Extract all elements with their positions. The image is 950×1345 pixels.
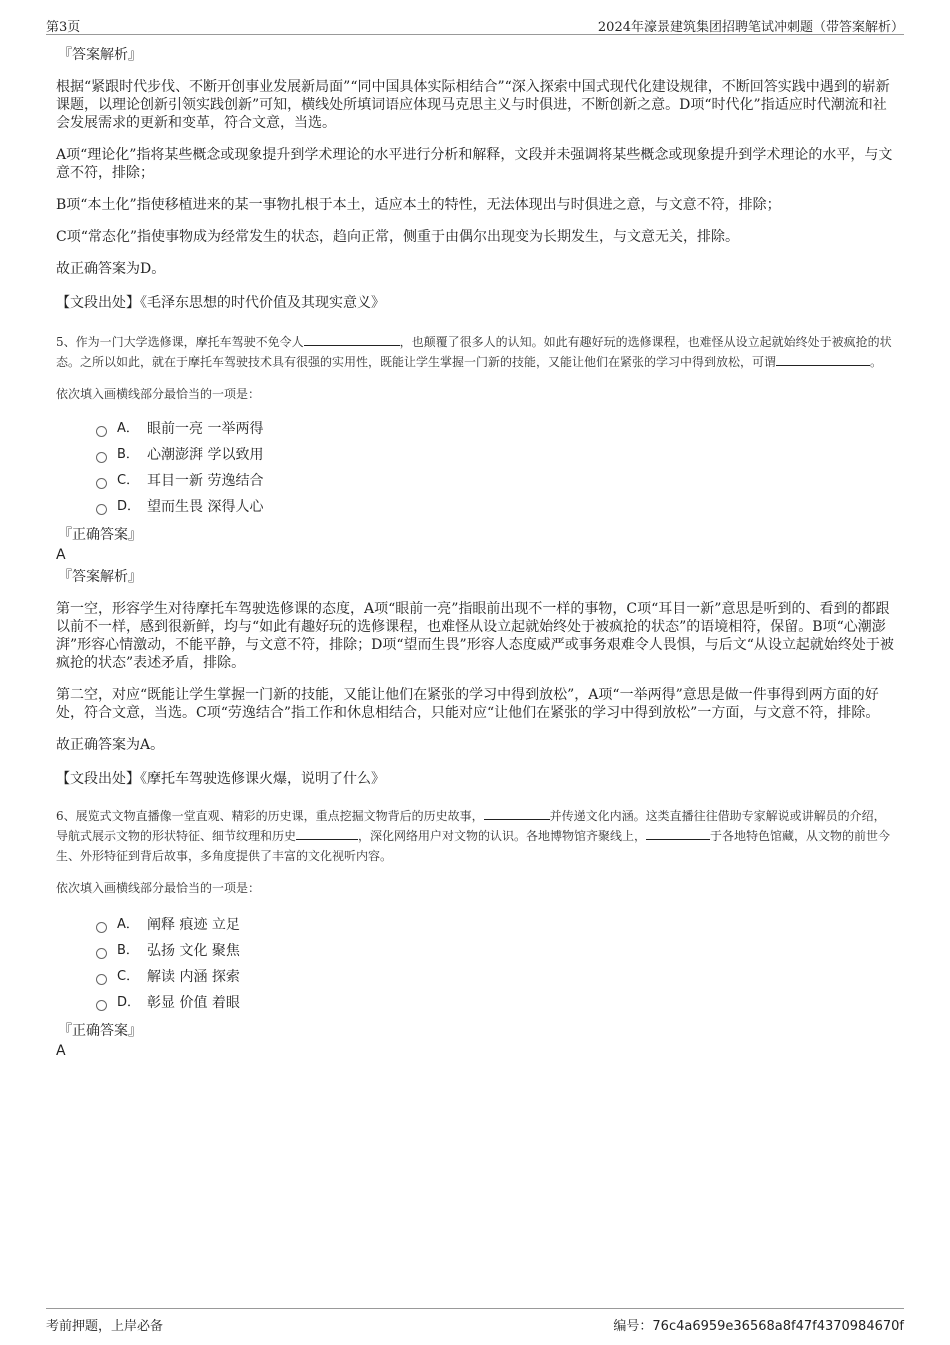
q5-blank-1 xyxy=(304,332,400,346)
q5-question-text: 5、作为一门大学选修课，摩托车驾驶不免令人 ，也颠覆了很多人的认知。如此有趣好玩的选修课程，也难怪从设立起就始终处于被疯抢的状态。之所以如此，就在于摩托车驾驶技术具有很强的实用性，既能让学生掌握一门新的技能，又能让他们在紧张的学习中得到放松，可谓 。 xyxy=(56,332,896,372)
q5-analysis-paragraph-2: 第二空，对应“既能让学生掌握一门新的技能，又能让他们在紧张的学习中得到放松”，A项“一举两得”意思是做一件事得到两方面的好处，符合文意，当选。C项“劳逸结合”指工作和休息相结合，只能对应“让他们在紧张的学习中得到放松”一方面，与文意不符，排除。 xyxy=(56,687,880,721)
q5-instruction: 依次填入画横线部分最恰当的一项是： xyxy=(56,387,261,401)
radio-icon[interactable] xyxy=(96,478,107,489)
q4-analysis-paragraph-1: 根据“紧跟时代步伐、不断开创事业发展新局面”“同中国具体实际相结合”“深入探索中国式现代化建设规律，不断回答实践中遇到的崭新课题，以理论创新引领实践创新”可知，横线处所填词语应体现马克思主义与时俱进，不断创新之意。D项“时代化”指适应时代潮流和社会发展需求的更新和变革，符合文意，当选。 xyxy=(56,79,890,131)
q6-blank-2 xyxy=(296,826,358,840)
q5-options xyxy=(96,416,896,520)
q5-option-b[interactable]: B． 心潮澎湃 学以致用 xyxy=(96,442,896,468)
q5-analysis-paragraph-1: 第一空，形容学生对待摩托车驾驶选修课的态度，A项“眼前一亮”指眼前出现不一样的事物，C项“耳目一新”意思是听到的、看到的都跟以前不一样，感到很新鲜，均与“如此有趣好玩的选修课程，也难怪从设立起就始终处于被疯抢的状态”的语境相符，保留。B项“心潮澎湃”形容心情激动，不能平静，与文意不符，排除；D项“望而生畏”形容人态度威严或事务艰难令人畏惧，与后文“从设立起就始终处于被疯抢的状态”表述矛盾，排除。 xyxy=(56,601,894,671)
q5-answer-value: A xyxy=(56,547,66,563)
radio-icon[interactable] xyxy=(96,504,107,515)
page-header xyxy=(46,14,904,35)
page-number: 第3页 xyxy=(46,20,81,35)
footer-serial xyxy=(613,1315,904,1334)
q6-blank-3 xyxy=(646,826,710,840)
q6-option-d[interactable]: D． 彰显 价值 着眼 xyxy=(96,990,896,1016)
q6-question-text: 6、展览式文物直播像一堂直观、精彩的历史课，重点挖掘文物背后的历史故事， 并传递文化内涵。这类直播往往借助专家解说或讲解员的介绍，导航式展示文物的形状特征、细节纹理和历史 ，深化网络用户对文物的认识。各地博物馆齐聚线上， 于各地特色馆藏，从文物的前世今生、外形特征到背后故事，多角度提供了丰富的文化视听内容。 xyxy=(56,806,896,866)
q5-blank-2 xyxy=(776,352,870,366)
q6-option-a[interactable]: A． 阐释 痕迹 立足 xyxy=(96,912,896,938)
q5-option-c[interactable]: C． 耳目一新 劳逸结合 xyxy=(96,468,896,494)
radio-icon[interactable] xyxy=(96,974,107,985)
q4-conclusion: 故正确答案为D。 xyxy=(56,261,166,277)
q6-options xyxy=(96,912,896,1016)
q6-answer-value: A xyxy=(56,1043,66,1059)
radio-icon[interactable] xyxy=(96,426,107,437)
q4-analysis-label: 『答案解析』 xyxy=(58,47,142,63)
radio-icon[interactable] xyxy=(96,922,107,933)
page-footer xyxy=(46,1308,904,1334)
q4-analysis-paragraph-2: A项“理论化”指将某些概念或现象提升到学术理论的水平进行分析和解释，文段并未强调将某些概念或现象提升到学术理论的水平，与文意不符，排除； xyxy=(56,147,893,181)
q5-source: 【文段出处】《摩托车驾驶选修课火爆，说明了什么》 xyxy=(56,771,385,787)
q6-blank-1 xyxy=(484,806,550,820)
page-content xyxy=(56,46,896,1060)
q6-option-c[interactable]: C． 解读 内涵 探索 xyxy=(96,964,896,990)
q5-answer-label: 『正确答案』 xyxy=(58,527,142,543)
radio-icon[interactable] xyxy=(96,948,107,959)
serial-number: 76c4a6959e36568a8f47f4370984670f xyxy=(652,1319,904,1334)
q5-analysis-label: 『答案解析』 xyxy=(58,569,142,585)
radio-icon[interactable] xyxy=(96,1000,107,1011)
footer-slogan: 考前押题，上岸必备 xyxy=(46,1319,164,1334)
q5-conclusion: 故正确答案为A。 xyxy=(56,737,165,753)
document-title: 2024年濠景建筑集团招聘笔试冲刺题（带答案解析） xyxy=(597,20,904,35)
radio-icon[interactable] xyxy=(96,452,107,463)
q4-analysis-paragraph-4: C项“常态化”指使事物成为经常发生的状态，趋向正常，侧重于由偶尔出现变为长期发生，与文意无关，排除。 xyxy=(56,229,740,245)
q6-instruction: 依次填入画横线部分最恰当的一项是： xyxy=(56,881,261,895)
q6-answer-label: 『正确答案』 xyxy=(58,1023,142,1039)
q5-option-a[interactable]: A． 眼前一亮 一举两得 xyxy=(96,416,896,442)
q4-source: 【文段出处】《毛泽东思想的时代价值及其现实意义》 xyxy=(56,295,385,311)
q5-option-d[interactable]: D． 望而生畏 深得人心 xyxy=(96,494,896,520)
q4-analysis-paragraph-3: B项“本土化”指使移植进来的某一事物扎根于本土，适应本土的特性，无法体现出与时俱进之意，与文意不符，排除； xyxy=(56,197,781,213)
q6-option-b[interactable]: B． 弘扬 文化 聚焦 xyxy=(96,938,896,964)
serial-label: 编号： xyxy=(613,1319,653,1334)
